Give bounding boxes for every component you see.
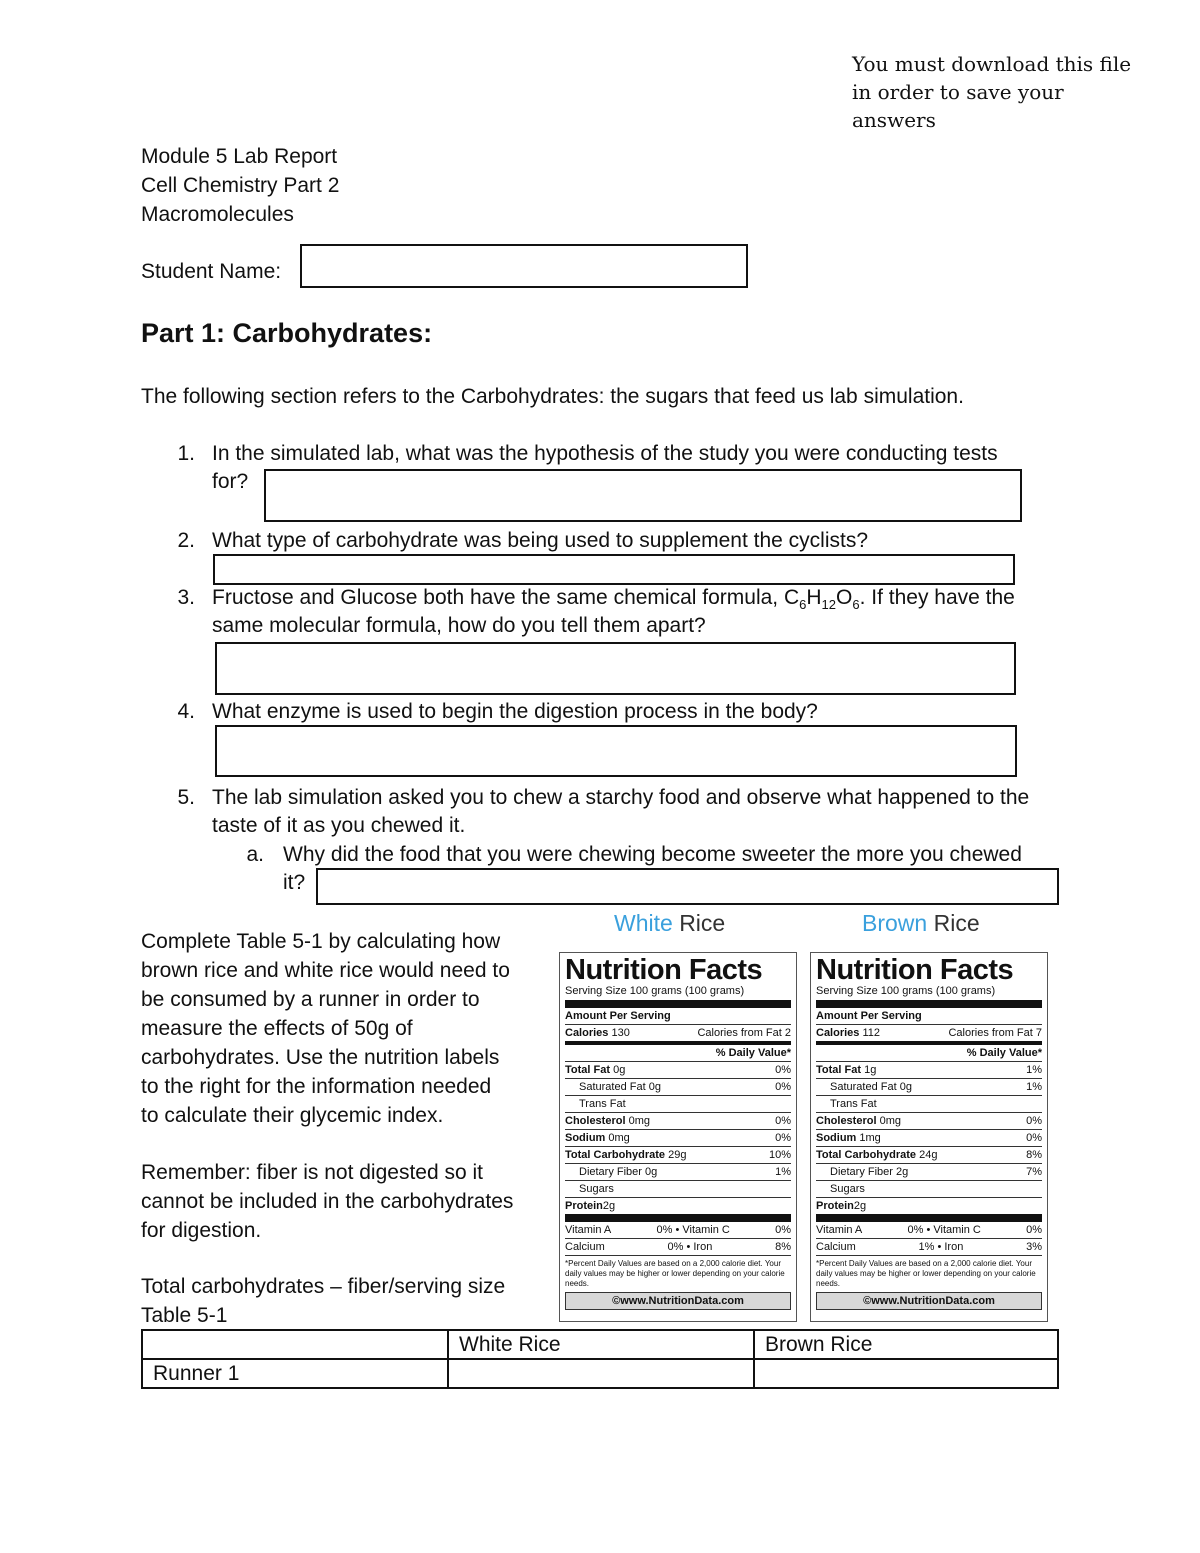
white-rice-title <box>614 910 725 937</box>
table-row <box>142 1359 1058 1388</box>
header-module: Module 5 Lab Report <box>141 145 338 168</box>
brown-rice-nutrition-label <box>810 952 1048 1322</box>
q3-text-post: . If they have the <box>859 586 1015 609</box>
q4-text: What enzyme is used to begin the digestion process in the body? <box>212 700 818 723</box>
student-name-label: Student Name: <box>141 260 282 283</box>
q3-text-h: H <box>806 586 822 609</box>
instructions-line: measure the effects of 50g of <box>141 1017 413 1040</box>
white-rice-title-colored: White <box>614 910 673 936</box>
vitamin-row: 0% • Vitamin C <box>907 1224 981 1236</box>
sat-fat: Saturated Fat 0g <box>579 1081 661 1093</box>
student-name-field[interactable] <box>300 244 748 288</box>
white-rice-nutrition-label <box>559 952 797 1322</box>
calories-value: 130 <box>611 1027 630 1039</box>
sodium-label: Sodium <box>816 1132 857 1144</box>
sugars: Sugars <box>579 1183 614 1195</box>
runner1-brown-rice-cell[interactable] <box>754 1359 1058 1388</box>
table-instructions <box>141 927 541 1330</box>
instructions-line: to calculate their glycemic index. <box>141 1104 444 1127</box>
q3-answer-field[interactable] <box>215 642 1016 695</box>
amount-per-serving: Amount Per Serving <box>565 1010 671 1022</box>
instructions-line: be consumed by a runner in order to <box>141 988 480 1011</box>
white-rice-title-rest: Rice <box>679 910 726 936</box>
q1-answer-field[interactable] <box>264 469 1022 522</box>
part1-title: Part 1: Carbohydrates: <box>141 318 433 348</box>
runner1-white-rice-cell[interactable] <box>448 1359 754 1388</box>
cholesterol-dv: 0% <box>1026 1115 1042 1127</box>
serving-size: Serving Size 100 grams (100 grams) <box>565 985 791 1008</box>
instructions-line: Complete Table 5-1 by calculating how <box>141 930 501 953</box>
cholesterol-label: Cholesterol <box>565 1115 626 1127</box>
q3-sub-o: 6 <box>852 597 860 613</box>
doc-header <box>141 142 339 229</box>
instructions-line: to the right for the information needed <box>141 1075 492 1098</box>
nutritiondata-link: ©www.NutritionData.com <box>816 1292 1042 1310</box>
table-corner-cell <box>142 1330 448 1359</box>
header-topic: Cell Chemistry Part 2 <box>141 174 340 197</box>
q5a-text-line1: Why did the food that you were chewing become sweeter the more you chewed <box>283 843 1022 866</box>
cholesterol-value: 0mg <box>628 1115 650 1127</box>
q2-answer-field[interactable] <box>213 554 1015 585</box>
table-caption: Table 5-1 <box>141 1304 228 1327</box>
calcium-row: 0% • Iron <box>667 1241 713 1253</box>
sat-fat: Saturated Fat 0g <box>830 1081 912 1093</box>
q1-number: 1. <box>177 442 195 465</box>
calcium: Calcium <box>565 1241 605 1253</box>
protein-value: 2g <box>853 1200 867 1212</box>
fat-value: 1g <box>864 1064 877 1076</box>
part1-intro: The following section refers to the Carbohydrates: the sugars that feed us lab simulation. <box>141 385 964 408</box>
sodium-dv: 0% <box>1026 1132 1042 1144</box>
fiber: Dietary Fiber 2g <box>830 1166 909 1178</box>
nutritiondata-link: ©www.NutritionData.com <box>565 1292 791 1310</box>
fiber-dv: 7% <box>1026 1166 1042 1178</box>
iron-dv: 3% <box>1026 1241 1042 1253</box>
q3-text-pre: Fructose and Glucose both have the same chemical formula, C <box>212 586 800 609</box>
q3-sub-c: 6 <box>799 597 807 613</box>
fat-label: Total Fat <box>816 1064 862 1076</box>
nutrition-facts-heading: Nutrition Facts <box>565 954 763 986</box>
iron-dv: 8% <box>775 1241 791 1253</box>
carb-label: Total Carbohydrate <box>565 1149 666 1161</box>
q1-text-line2: for? <box>212 470 249 493</box>
cholesterol-dv: 0% <box>775 1115 791 1127</box>
trans-fat: Trans Fat <box>830 1098 877 1110</box>
vitamin-a: Vitamin A <box>816 1224 863 1236</box>
instructions-line: carbohydrates. Use the nutrition labels <box>141 1046 500 1069</box>
table-5-1 <box>141 1329 1059 1389</box>
protein-label: Protein <box>565 1200 603 1212</box>
q5a-text-line2: it? <box>283 871 306 894</box>
fat-dv: 1% <box>1026 1064 1042 1076</box>
calcium: Calcium <box>816 1241 856 1253</box>
vitamin-c-dv: 0% <box>775 1224 791 1236</box>
q1-text-line1: In the simulated lab, what was the hypothesis of the study you were conducting tests <box>212 442 998 465</box>
fiber: Dietary Fiber 0g <box>579 1166 658 1178</box>
download-notice: You must download this file in order to save your answers <box>852 52 1132 132</box>
q5a-letter: a. <box>246 843 264 866</box>
carb-value: 29g <box>668 1149 687 1161</box>
sodium-value: 0mg <box>608 1132 630 1144</box>
q4-number: 4. <box>177 700 195 723</box>
q3-text-o: O <box>836 586 853 609</box>
protein-value: 2g <box>602 1200 616 1212</box>
q3-sub-h: 12 <box>821 597 836 613</box>
q5-number: 5. <box>177 786 195 809</box>
sat-fat-dv: 1% <box>1026 1081 1042 1093</box>
formula-text: Total carbohydrates – fiber/serving size <box>141 1275 506 1298</box>
row-label-runner-1: Runner 1 <box>142 1359 448 1388</box>
brown-rice-title-rest: Rice <box>933 910 980 936</box>
brown-rice-title <box>862 910 980 937</box>
fiber-note-line: Remember: fiber is not digested so it <box>141 1161 483 1184</box>
brown-rice-title-colored: Brown <box>862 910 928 936</box>
fiber-dv: 1% <box>775 1166 791 1178</box>
header-brown-rice: Brown Rice <box>754 1330 1058 1359</box>
protein-label: Protein <box>816 1200 854 1212</box>
fat-value: 0g <box>613 1064 626 1076</box>
fat-label: Total Fat <box>565 1064 611 1076</box>
q3-number: 3. <box>177 586 195 609</box>
daily-value-header: % Daily Value* <box>715 1047 791 1059</box>
sodium-value: 1mg <box>859 1132 881 1144</box>
q3-text-line2: same molecular formula, how do you tell them apart? <box>212 614 706 637</box>
carb-value: 24g <box>919 1149 938 1161</box>
calories-value: 112 <box>862 1027 881 1039</box>
calories-label: Calories <box>816 1027 860 1039</box>
carb-dv: 10% <box>768 1149 791 1161</box>
q4-answer-field[interactable] <box>215 725 1017 777</box>
fiber-note-line: for digestion. <box>141 1219 262 1242</box>
header-white-rice: White Rice <box>448 1330 754 1359</box>
calories-from-fat: Calories from Fat 7 <box>948 1027 1042 1039</box>
serving-size: Serving Size 100 grams (100 grams) <box>816 985 1042 1008</box>
fiber-note-line: cannot be included in the carbohydrates <box>141 1190 514 1213</box>
footnote: *Percent Daily Values are based on a 2,000 calorie diet. Your daily values may be higher or lower depending on your calorie needs. <box>816 1259 1036 1288</box>
sat-fat-dv: 0% <box>775 1081 791 1093</box>
q5-text-line1: The lab simulation asked you to chew a starchy food and observe what happened to the <box>212 786 1030 809</box>
sodium-dv: 0% <box>775 1132 791 1144</box>
vitamin-row: 0% • Vitamin C <box>656 1224 730 1236</box>
carb-dv: 8% <box>1026 1149 1042 1161</box>
header-subtopic: Macromolecules <box>141 203 294 226</box>
cholesterol-label: Cholesterol <box>816 1115 877 1127</box>
sugars: Sugars <box>830 1183 865 1195</box>
calcium-row: 1% • Iron <box>918 1241 964 1253</box>
vitamin-a: Vitamin A <box>565 1224 612 1236</box>
daily-value-header: % Daily Value* <box>966 1047 1042 1059</box>
amount-per-serving: Amount Per Serving <box>816 1010 922 1022</box>
fat-dv: 0% <box>775 1064 791 1076</box>
q2-number: 2. <box>177 529 195 552</box>
calories-label: Calories <box>565 1027 609 1039</box>
q2-text: What type of carbohydrate was being used to supplement the cyclists? <box>212 529 869 552</box>
table-header-row <box>142 1330 1058 1359</box>
nutrition-facts-heading: Nutrition Facts <box>816 954 1014 986</box>
cholesterol-value: 0mg <box>879 1115 901 1127</box>
instructions-line: brown rice and white rice would need to <box>141 959 510 982</box>
footnote: *Percent Daily Values are based on a 2,000 calorie diet. Your daily values may be higher or lower depending on your calorie needs. <box>565 1259 785 1288</box>
q5-text-line2: taste of it as you chewed it. <box>212 814 466 837</box>
sodium-label: Sodium <box>565 1132 606 1144</box>
trans-fat: Trans Fat <box>579 1098 626 1110</box>
vitamin-c-dv: 0% <box>1026 1224 1042 1236</box>
q5a-answer-field[interactable] <box>316 868 1059 905</box>
calories-from-fat: Calories from Fat 2 <box>697 1027 791 1039</box>
carb-label: Total Carbohydrate <box>816 1149 917 1161</box>
